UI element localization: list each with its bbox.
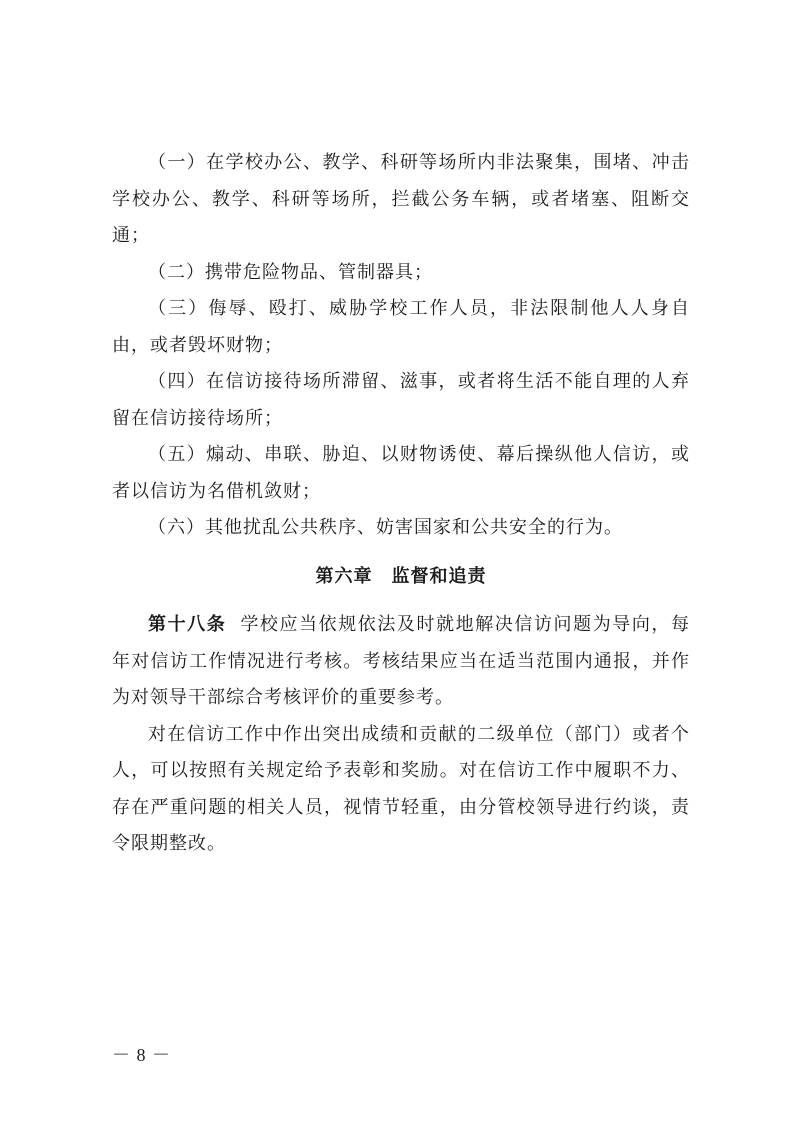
page-number: － 8 －	[112, 1045, 171, 1065]
list-item-6: （六）其他扰乱公共秩序、妨害国家和公共安全的行为。	[148, 517, 623, 538]
article-18-text: 学校应当依规依法及时就地解决信访问题为导向，每年对信访工作情况进行考核。考核结果应当在适当范围内通报，并作为对领导干部综合考核评价的重要参考。	[112, 614, 691, 708]
article-18-paragraph	[112, 607, 690, 717]
list-item-4: （四）在信访接待场所滞留、滋事，或者将生活不能自理的人弃留在信访接待场所；	[112, 371, 690, 429]
article-number: 第十八条	[148, 614, 227, 635]
list-item-2: （二）携带危险物品、管制器具；	[148, 261, 433, 283]
article-18-paragraph-2: 对在信访工作中作出突出成绩和贡献的二级单位（部门）或者个人，可以按照有关规定给予表彰和奖励。对在信访工作中履职不力、存在严重问题的相关人员，视情节轻重，由分管校领导进行约谈，责令限期整改。	[112, 723, 690, 854]
list-item-5: （五）煽动、串联、胁迫、以财物诱使、幕后操纵他人信访，或者以信访为名借机敛财；	[112, 444, 690, 502]
list-item-1: （一）在学校办公、教学、科研等场所内非法聚集，围堵、冲击学校办公、教学、科研等场所，拦截公务车辆，或者堵塞、阻断交通；	[112, 152, 690, 246]
chapter-heading: 第六章 监督和追责	[315, 565, 487, 587]
document-body	[112, 145, 690, 863]
list-item-3: （三）侮辱、殴打、威胁学校工作人员，非法限制他人人身自由，或者毁坏财物；	[112, 298, 690, 356]
